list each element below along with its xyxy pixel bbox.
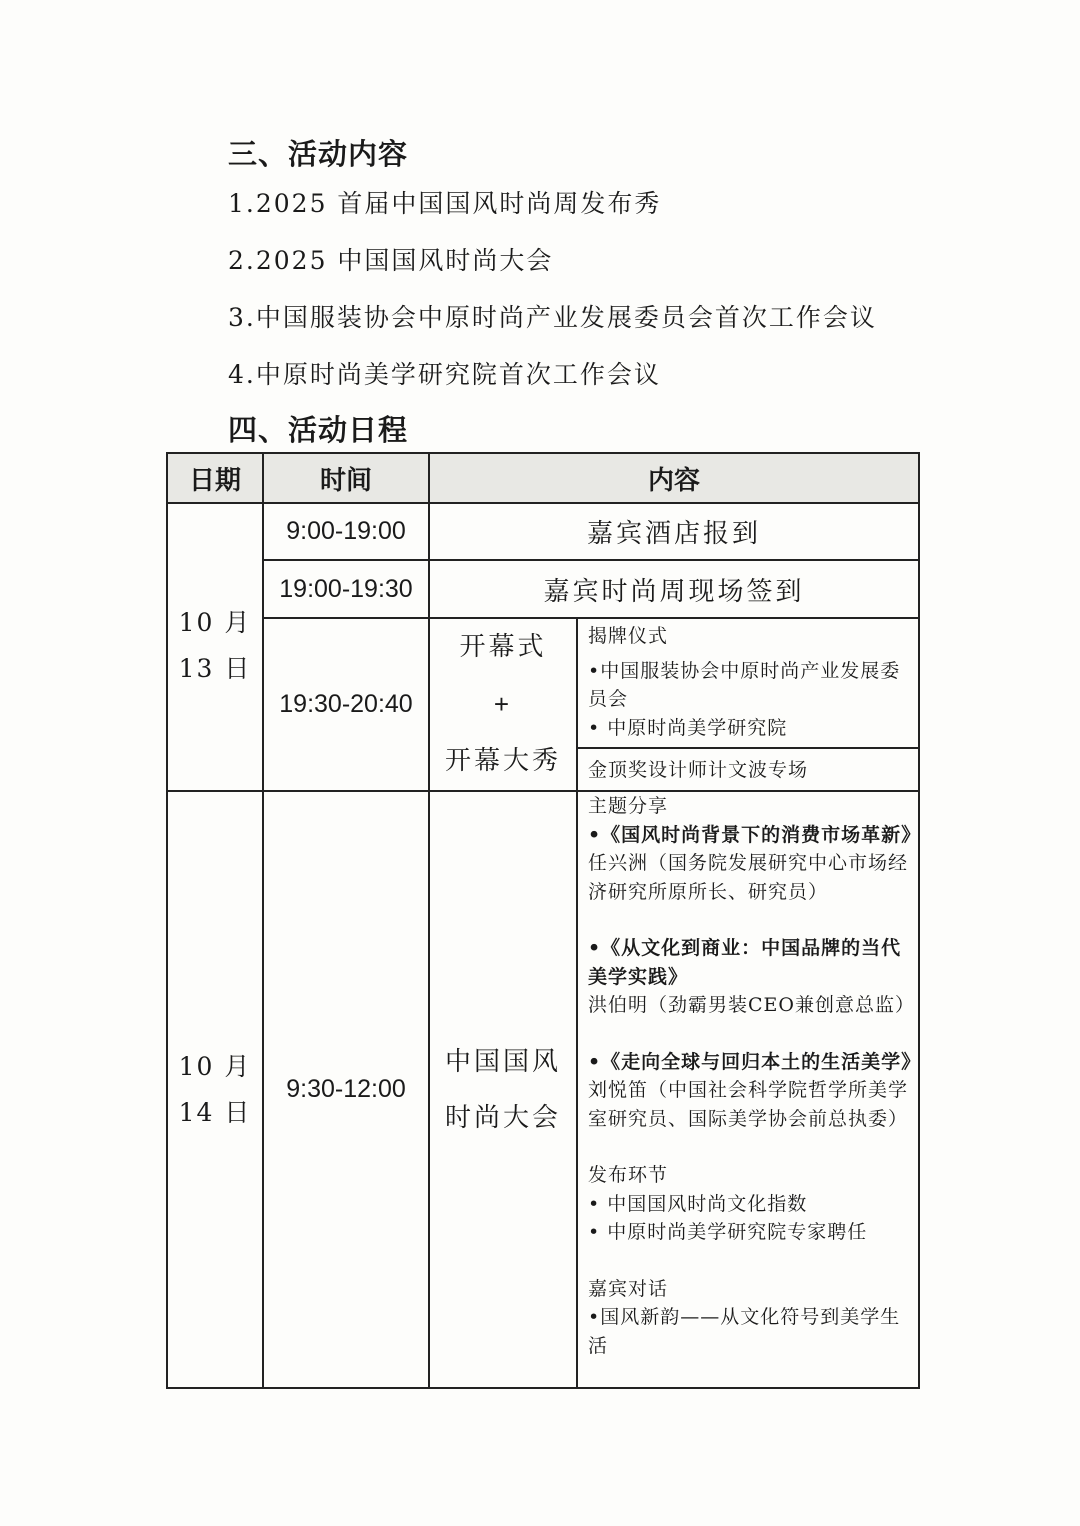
content-cell: 嘉宾酒店报到 [586, 519, 761, 549]
content-item-4: 4.中原时尚美学研究院首次工作会议 [228, 360, 661, 389]
release-title: 发布环节 [588, 1164, 669, 1186]
ceremony-cell [578, 622, 918, 747]
release-item: • 中原时尚美学研究院专家聘任 [588, 1221, 868, 1243]
talk-title: •《走向全球与回归本土的生活美学》 [588, 1050, 922, 1073]
day2-date [168, 792, 262, 1387]
section-heading-schedule: 四、活动日程 [228, 413, 409, 447]
event-cell-conference [430, 792, 576, 1387]
event-cell-opening [430, 619, 576, 790]
day1-date [168, 502, 262, 790]
keynote-title: 主题分享 [588, 795, 669, 817]
content-item-1: 1.2025 首届中国国风时尚周发布秀 [228, 189, 662, 218]
event-opening-line1: 开幕式 [459, 632, 547, 662]
row-divider-3 [576, 747, 918, 749]
header-time: 时间 [319, 465, 372, 496]
day2-month: 10 月 [178, 1051, 252, 1081]
talk-speaker: 刘悦笛（中国社会科学院哲学所美学室研究员、国际美学协会前总执委） [588, 1079, 909, 1130]
ceremony-item: •中国服装协会中原时尚产业发展委员会 [588, 659, 901, 710]
time-cell: 19:00-19:30 [279, 574, 413, 603]
ceremony-title: 揭牌仪式 [588, 625, 669, 647]
ceremony-item: • 中原时尚美学研究院 [588, 716, 788, 739]
day1-day: 13 日 [178, 654, 252, 683]
time-cell: 9:30-12:00 [286, 1075, 406, 1103]
show-cell: 金顶奖设计师计文波专场 [588, 759, 809, 781]
header-content: 内容 [647, 465, 700, 496]
release-item: • 中国国风时尚文化指数 [588, 1192, 808, 1215]
dialogue-title: 嘉宾对话 [588, 1277, 669, 1300]
event-conference-line2: 时尚大会 [444, 1102, 561, 1133]
schedule-table [166, 452, 920, 1389]
day1-month: 10 月 [178, 608, 252, 637]
event-conference-line1: 中国国风 [444, 1046, 561, 1077]
time-cell: 19:30-20:40 [279, 690, 413, 718]
content-cell: 嘉宾时尚周现场签到 [543, 576, 805, 607]
program-cell [578, 792, 922, 1387]
event-opening-line2: 开幕大秀 [444, 746, 561, 776]
day2-day: 14 日 [178, 1097, 252, 1127]
talk-title: •《国风时尚背景下的消费市场革新》 [588, 823, 922, 846]
talk-speaker: 任兴洲（国务院发展研究中心市场经济研究所原所长、研究员） [588, 852, 909, 903]
talk-title: •《从文化到商业：中国品牌的当代美学实践》 [588, 937, 902, 988]
time-cell: 9:00-19:00 [286, 517, 406, 545]
dialogue-item: •国风新韵——从文化符号到美学生活 [588, 1306, 901, 1357]
event-opening-plus: + [493, 689, 513, 719]
section-heading-content: 三、活动内容 [228, 137, 409, 171]
content-item-3: 3.中国服装协会中原时尚产业发展委员会首次工作会议 [228, 303, 877, 332]
talk-speaker: 洪伯明（劲霸男装CEO兼创意总监） [588, 994, 915, 1016]
content-item-2: 2.2025 中国国风时尚大会 [228, 246, 554, 275]
header-date: 日期 [188, 465, 241, 496]
